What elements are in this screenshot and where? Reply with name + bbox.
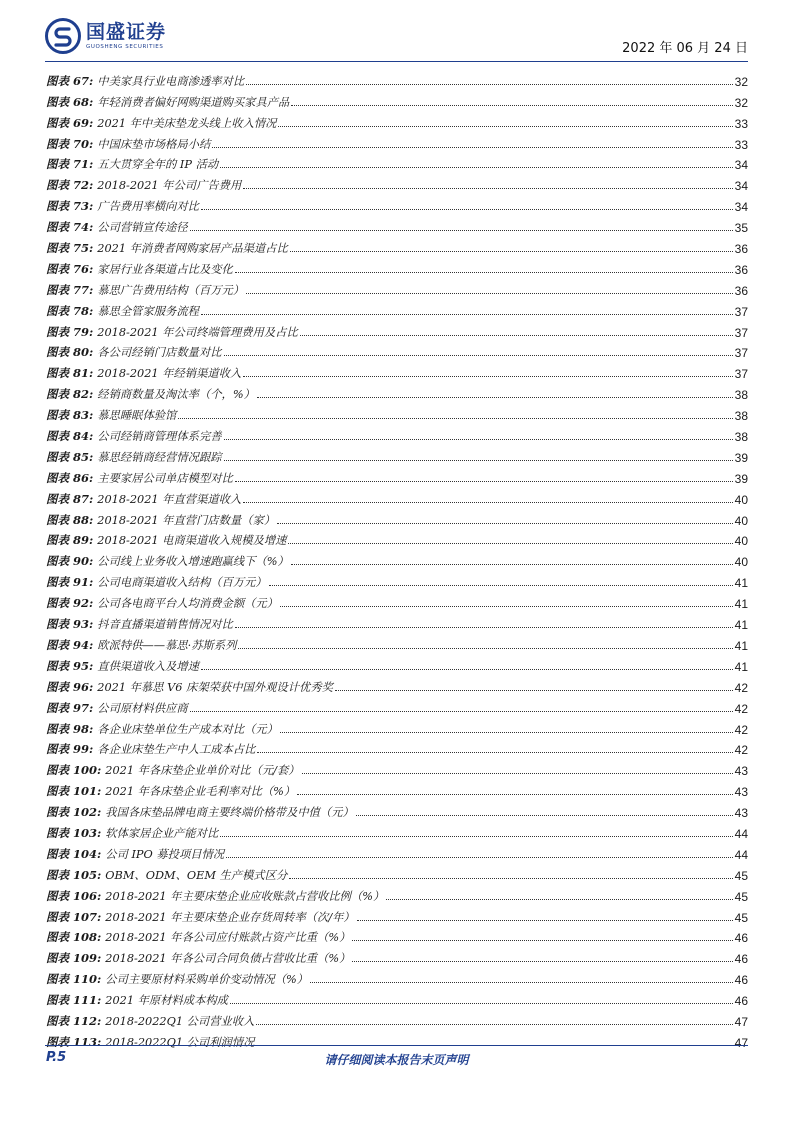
toc-entry-page: 37	[734, 367, 748, 382]
toc-leader-dots	[201, 209, 733, 210]
toc-entry-label: 图表 92:	[46, 596, 94, 611]
toc-entry[interactable]	[46, 360, 748, 381]
toc-entry-title: 直供渠道收入及增速	[97, 659, 199, 673]
toc-entry-title: 2018-2021 年各公司合同负债占营收比重（%）	[105, 952, 351, 966]
toc-entry[interactable]	[46, 110, 748, 131]
toc-entry-page: 32	[734, 95, 748, 110]
toc-entry-label: 图表 113:	[46, 1034, 102, 1049]
toc-entry-label: 图表 103:	[46, 825, 102, 840]
toc-entry-page: 46	[734, 973, 748, 988]
toc-entry-page: 37	[734, 304, 748, 319]
toc-entry-label: 图表 75:	[46, 241, 94, 256]
toc-entry[interactable]	[46, 235, 748, 256]
toc-entry-title: 2018-2021 年主要床垫企业存货周转率（次/年）	[105, 910, 355, 924]
toc-entry-label: 图表 94:	[46, 637, 94, 652]
toc-entry[interactable]	[46, 381, 748, 402]
toc-leader-dots	[356, 815, 733, 816]
toc-leader-dots	[302, 773, 733, 774]
toc-entry-title: 2021 年原材料成本构成	[105, 994, 228, 1008]
toc-entry[interactable]	[46, 486, 748, 507]
toc-entry-page: 37	[734, 325, 748, 340]
toc-entry[interactable]	[46, 757, 748, 778]
toc-entry-page: 46	[734, 952, 748, 967]
toc-leader-dots	[297, 794, 732, 795]
toc-leader-dots	[201, 314, 733, 315]
toc-entry[interactable]	[46, 778, 748, 799]
toc-entry-page: 43	[734, 764, 748, 779]
toc-leader-dots	[310, 982, 733, 983]
toc-entry-title: 2018-2021 年经销渠道收入	[97, 367, 242, 381]
toc-leader-dots	[226, 857, 732, 858]
toc-entry-page: 42	[734, 680, 748, 695]
toc-entry[interactable]	[46, 193, 748, 214]
toc-leader-dots	[220, 836, 732, 837]
toc-leader-dots	[289, 878, 732, 879]
toc-entry-page: 41	[734, 659, 748, 674]
toc-entry-page: 34	[734, 179, 748, 194]
toc-entry-title: 公司原材料供应商	[97, 701, 188, 715]
toc-leader-dots	[352, 940, 732, 941]
brand-name-en: GUOSHENG SECURITIES	[86, 44, 164, 50]
toc-entry[interactable]	[46, 423, 748, 444]
toc-leader-dots	[246, 293, 733, 294]
toc-entry[interactable]	[46, 653, 748, 674]
toc-entry-label: 图表 87:	[46, 491, 94, 506]
toc-entry[interactable]	[46, 945, 748, 966]
toc-leader-dots	[224, 460, 733, 461]
guosheng-logo-icon	[45, 18, 81, 54]
header-divider	[45, 61, 748, 62]
toc-entry-title: 各公司经销门店数量对比	[97, 346, 222, 360]
toc-entry-title: 家居行业各渠道占比及变化	[97, 262, 233, 276]
toc-entry-page: 33	[734, 137, 748, 152]
figure-list	[46, 68, 748, 1050]
toc-entry-title: OBM、ODM、OEM 生产模式区分	[105, 868, 288, 882]
toc-entry-title: 慕思全管家服务流程	[97, 304, 199, 318]
toc-entry-label: 图表 77:	[46, 282, 94, 297]
toc-entry-label: 图表 111:	[46, 993, 102, 1008]
toc-entry-label: 图表 96:	[46, 679, 94, 694]
toc-entry[interactable]	[46, 465, 748, 486]
report-date: 2022 年 06 月 24 日	[622, 41, 748, 56]
toc-entry-page: 47	[734, 1014, 748, 1029]
toc-entry-title: 软体家居企业产能对比	[105, 826, 219, 840]
toc-entry[interactable]	[46, 256, 748, 277]
toc-entry-page: 40	[734, 555, 748, 570]
toc-entry-title: 各企业床垫生产中人工成本占比	[97, 743, 256, 757]
toc-entry-page: 37	[734, 346, 748, 361]
toc-entry-page: 47	[734, 1035, 748, 1050]
toc-entry[interactable]	[46, 319, 748, 340]
toc-leader-dots	[243, 376, 732, 377]
toc-leader-dots	[178, 418, 732, 419]
toc-entry-label: 图表 72:	[46, 178, 94, 193]
toc-leader-dots	[291, 564, 733, 565]
toc-entry-page: 38	[734, 430, 748, 445]
toc-entry-label: 图表 110:	[46, 972, 102, 987]
toc-leader-dots	[235, 627, 733, 628]
toc-entry-label: 图表 71:	[46, 157, 94, 172]
toc-entry[interactable]	[46, 277, 748, 298]
toc-entry-title: 2018-2022Q1 公司利润情况	[105, 1035, 255, 1049]
toc-entry-label: 图表 69:	[46, 115, 94, 130]
toc-entry-title: 2018-2021 年各公司应付账款占资产比重（%）	[105, 931, 351, 945]
toc-entry-title: 2018-2021 电商渠道收入规模及增速	[97, 534, 287, 548]
toc-entry-page: 38	[734, 409, 748, 424]
toc-entry[interactable]	[46, 68, 748, 89]
toc-leader-dots	[277, 523, 732, 524]
toc-entry-title: 2018-2021 年直营门店数量（家）	[97, 513, 276, 527]
toc-entry[interactable]	[46, 737, 748, 758]
toc-entry[interactable]	[46, 611, 748, 632]
toc-entry-label: 图表 107:	[46, 909, 102, 924]
toc-entry[interactable]	[46, 298, 748, 319]
toc-leader-dots	[300, 335, 733, 336]
page-header	[45, 18, 748, 58]
toc-entry-label: 图表 83:	[46, 408, 94, 423]
toc-entry-title: 2021 年各床垫企业毛利率对比（%）	[105, 785, 296, 799]
toc-entry[interactable]	[46, 172, 748, 193]
toc-entry-label: 图表 101:	[46, 784, 102, 799]
toc-entry-label: 图表 67:	[46, 73, 94, 88]
toc-entry-label: 图表 112:	[46, 1013, 102, 1028]
toc-entry-title: 抖音直播渠道销售情况对比	[97, 618, 233, 632]
toc-entry-label: 图表 95:	[46, 658, 94, 673]
toc-entry-label: 图表 78:	[46, 303, 94, 318]
toc-leader-dots	[243, 188, 732, 189]
toc-leader-dots	[256, 1024, 732, 1025]
toc-entry[interactable]	[46, 966, 748, 987]
toc-leader-dots	[230, 1003, 733, 1004]
toc-entry-page: 41	[734, 618, 748, 633]
toc-entry-label: 图表 98:	[46, 721, 94, 736]
toc-entry-page: 41	[734, 576, 748, 591]
toc-entry-title: 2021 年中美床垫龙头线上收入情况	[97, 116, 277, 130]
toc-entry-title: 公司经销商管理体系完善	[97, 430, 222, 444]
toc-entry[interactable]	[46, 528, 748, 549]
toc-leader-dots	[280, 732, 733, 733]
toc-entry-title: 2018-2021 年直营渠道收入	[97, 492, 242, 506]
disclaimer-note: 请仔细阅读本报告末页声明	[324, 1053, 469, 1067]
toc-entry-label: 图表 84:	[46, 429, 94, 444]
toc-entry-page: 45	[734, 868, 748, 883]
toc-entry-page: 46	[734, 994, 748, 1009]
toc-entry[interactable]	[46, 507, 748, 528]
toc-entry-label: 图表 104:	[46, 846, 102, 861]
toc-entry-title: 慕思广告费用结构（百万元）	[97, 283, 245, 297]
toc-entry-title: 公司营销宣传途径	[97, 221, 188, 235]
toc-entry-label: 图表 79:	[46, 324, 94, 339]
toc-entry-title: 慕思经销商经营情况跟踪	[97, 450, 222, 464]
toc-entry-title: 公司各电商平台人均消费金额（元）	[97, 597, 279, 611]
toc-entry[interactable]	[46, 569, 748, 590]
toc-entry-label: 图表 93:	[46, 617, 94, 632]
toc-entry-label: 图表 89:	[46, 533, 94, 548]
toc-entry[interactable]	[46, 841, 748, 862]
toc-entry-title: 主要家居公司单店模型对比	[97, 471, 233, 485]
toc-leader-dots	[278, 126, 732, 127]
toc-entry[interactable]	[46, 904, 748, 925]
toc-entry[interactable]	[46, 402, 748, 423]
toc-leader-dots	[224, 439, 733, 440]
toc-entry-label: 图表 74:	[46, 220, 94, 235]
toc-entry-title: 中美家具行业电商渗透率对比	[97, 74, 245, 88]
toc-entry[interactable]	[46, 89, 748, 110]
toc-entry[interactable]	[46, 716, 748, 737]
toc-leader-dots	[257, 397, 733, 398]
toc-entry[interactable]	[46, 1008, 748, 1029]
toc-entry-page: 42	[734, 701, 748, 716]
toc-entry-page: 43	[734, 785, 748, 800]
toc-entry-page: 36	[734, 242, 748, 257]
toc-entry[interactable]	[46, 444, 748, 465]
toc-entry-title: 广告费用率横向对比	[97, 200, 199, 214]
toc-entry[interactable]	[46, 214, 748, 235]
footer-divider	[45, 1045, 748, 1046]
toc-leader-dots	[280, 606, 733, 607]
toc-entry[interactable]	[46, 695, 748, 716]
toc-entry-title: 2018-2022Q1 公司营业收入	[105, 1014, 255, 1028]
toc-entry-label: 图表 86:	[46, 470, 94, 485]
toc-entry-title: 各企业床垫单位生产成本对比（元）	[97, 722, 279, 736]
toc-entry-page: 39	[734, 471, 748, 486]
toc-entry-label: 图表 70:	[46, 136, 94, 151]
toc-entry-page: 41	[734, 638, 748, 653]
toc-leader-dots	[290, 251, 733, 252]
toc-entry-title: 2018-2021 年主要床垫企业应收账款占营收比例（%）	[105, 889, 385, 903]
page-number: P.5	[46, 1050, 67, 1065]
toc-entry-page: 42	[734, 722, 748, 737]
toc-leader-dots	[291, 105, 732, 106]
toc-entry-label: 图表 108:	[46, 930, 102, 945]
toc-entry-page: 36	[734, 283, 748, 298]
toc-leader-dots	[357, 920, 733, 921]
toc-entry-title: 欧派特供——慕思·苏斯系列	[97, 638, 237, 652]
toc-entry-title: 公司电商渠道收入结构（百万元）	[97, 576, 267, 590]
toc-entry[interactable]	[46, 987, 748, 1008]
toc-leader-dots	[352, 961, 732, 962]
toc-entry-page: 40	[734, 534, 748, 549]
toc-entry-page: 46	[734, 931, 748, 946]
toc-entry-page: 43	[734, 806, 748, 821]
toc-leader-dots	[190, 230, 733, 231]
toc-entry-page: 38	[734, 388, 748, 403]
toc-leader-dots	[386, 899, 732, 900]
toc-entry-label: 图表 81:	[46, 366, 94, 381]
toc-entry[interactable]	[46, 590, 748, 611]
brand-name: 国盛证券	[86, 21, 167, 43]
toc-entry-page: 39	[734, 450, 748, 465]
toc-entry-title: 中国床垫市场格局小结	[97, 137, 211, 151]
toc-entry[interactable]	[46, 548, 748, 569]
toc-entry[interactable]	[46, 820, 748, 841]
toc-entry[interactable]	[46, 340, 748, 361]
toc-entry-title: 我国各床垫品牌电商主要终端价格带及中值（元）	[105, 806, 354, 820]
toc-entry-label: 图表 102:	[46, 805, 102, 820]
toc-entry-title: 公司 IPO 募投项目情况	[105, 847, 225, 861]
toc-entry-title: 公司线上业务收入增速跑赢线下（%）	[97, 555, 289, 569]
toc-entry[interactable]	[46, 152, 748, 173]
toc-entry-label: 图表 73:	[46, 199, 94, 214]
toc-entry[interactable]	[46, 799, 748, 820]
toc-entry[interactable]	[46, 883, 748, 904]
toc-entry[interactable]	[46, 862, 748, 883]
toc-entry-page: 34	[734, 200, 748, 215]
toc-leader-dots	[335, 690, 733, 691]
toc-entry-label: 图表 80:	[46, 345, 94, 360]
toc-entry-title: 2021 年消费者网购家居产品渠道占比	[97, 242, 288, 256]
toc-entry-title: 2018-2021 年公司广告费用	[97, 179, 242, 193]
toc-entry-page: 45	[734, 889, 748, 904]
toc-entry-title: 2021 年各床垫企业单价对比（元/套）	[105, 764, 300, 778]
toc-entry-page: 44	[734, 826, 748, 841]
toc-leader-dots	[235, 481, 733, 482]
toc-leader-dots	[201, 669, 733, 670]
toc-entry-page: 34	[734, 158, 748, 173]
toc-entry-page: 35	[734, 221, 748, 236]
toc-leader-dots	[212, 147, 732, 148]
toc-leader-dots	[190, 711, 733, 712]
toc-entry-label: 图表 105:	[46, 867, 102, 882]
toc-entry-label: 图表 68:	[46, 94, 94, 109]
toc-entry-label: 图表 91:	[46, 575, 94, 590]
toc-leader-dots	[238, 648, 732, 649]
toc-entry-page: 45	[734, 910, 748, 925]
toc-entry-page: 40	[734, 492, 748, 507]
toc-leader-dots	[243, 502, 732, 503]
toc-entry-page: 41	[734, 597, 748, 612]
toc-entry-label: 图表 90:	[46, 554, 94, 569]
toc-entry-title: 经销商数量及淘汰率（个，%）	[97, 388, 255, 402]
toc-entry-page: 40	[734, 513, 748, 528]
toc-entry-page: 36	[734, 262, 748, 277]
toc-entry-title: 2018-2021 年公司终端管理费用及占比	[97, 325, 298, 339]
toc-leader-dots	[246, 84, 733, 85]
company-logo	[45, 18, 166, 54]
toc-entry-title: 2021 年慕思 V6 床架荣获中国外观设计优秀奖	[97, 680, 333, 694]
toc-entry-title: 公司主要原材料采购单价变动情况（%）	[105, 973, 309, 987]
toc-entry-title: 年轻消费者偏好网购渠道购买家具产品	[97, 95, 290, 109]
toc-entry-page: 33	[734, 116, 748, 131]
toc-entry-label: 图表 100:	[46, 763, 102, 778]
toc-entry-label: 图表 109:	[46, 951, 102, 966]
toc-entry-label: 图表 82:	[46, 387, 94, 402]
toc-entry-label: 图表 99:	[46, 742, 94, 757]
toc-leader-dots	[257, 752, 732, 753]
toc-entry-label: 图表 85:	[46, 449, 94, 464]
toc-entry[interactable]	[46, 1029, 748, 1050]
toc-leader-dots	[224, 355, 733, 356]
toc-entry-label: 图表 97:	[46, 700, 94, 715]
toc-entry-label: 图表 88:	[46, 512, 94, 527]
toc-entry[interactable]	[46, 674, 748, 695]
toc-entry[interactable]	[46, 131, 748, 152]
toc-leader-dots	[235, 272, 733, 273]
toc-entry-title: 慕思睡眠体验馆	[97, 409, 177, 423]
toc-entry-page: 32	[734, 74, 748, 89]
toc-entry-page: 42	[734, 743, 748, 758]
toc-leader-dots	[288, 543, 732, 544]
toc-leader-dots	[269, 585, 733, 586]
toc-leader-dots	[220, 167, 732, 168]
toc-entry[interactable]	[46, 632, 748, 653]
toc-entry[interactable]	[46, 925, 748, 946]
toc-entry-label: 图表 106:	[46, 888, 102, 903]
toc-entry-label: 图表 76:	[46, 261, 94, 276]
toc-entry-title: 五大贯穿全年的 IP 活动	[97, 158, 219, 172]
toc-entry-page: 44	[734, 847, 748, 862]
